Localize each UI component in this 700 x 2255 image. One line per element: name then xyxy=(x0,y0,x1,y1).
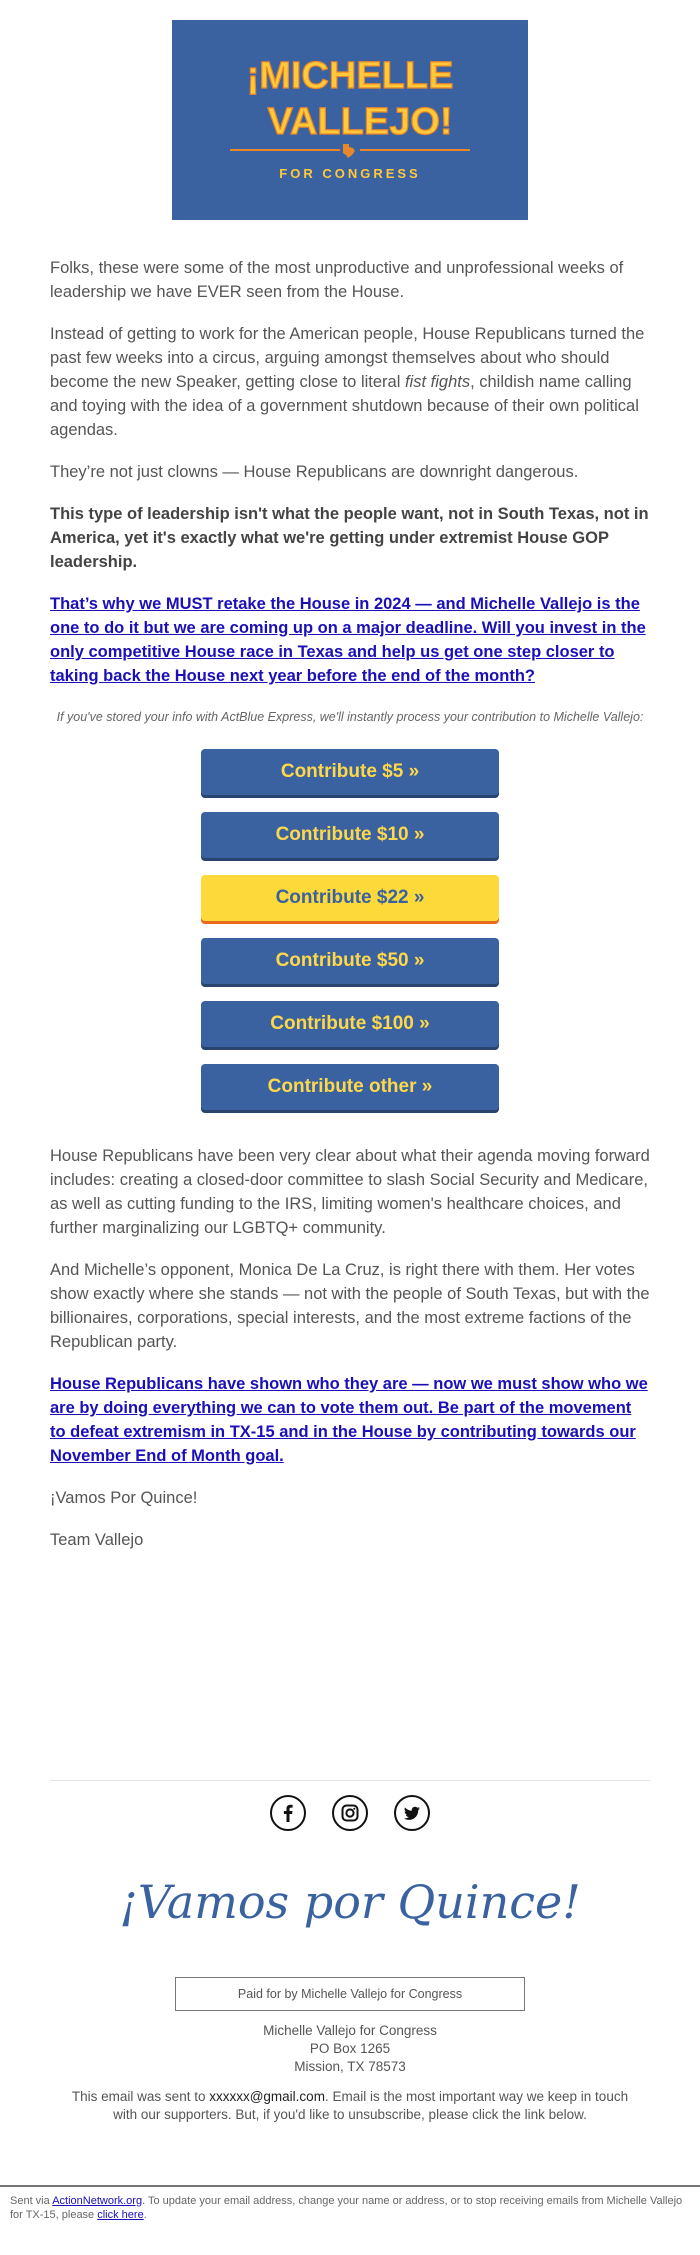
footer-divider xyxy=(50,1780,650,1781)
campaign-logo[interactable] xyxy=(172,20,528,220)
paragraph-circus-part1: Instead of getting to work for the American people, House Republicans turned the past few weeks into a circus, arguing amongst themselves about who should become the new Speaker, getting close to literal xyxy=(50,325,645,391)
contribute-other-button[interactable]: Contribute other » xyxy=(201,1064,499,1110)
bottom-divider xyxy=(0,2185,700,2187)
footer-middle: . To update your email address, change your name or address, or to stop receiving emails from Michelle Vallejo for TX-15, please xyxy=(10,2195,683,2221)
mailing-address xyxy=(0,2022,700,2076)
logo-line2: VALLEJO! xyxy=(267,101,453,143)
slogan-graphic xyxy=(119,1862,581,1942)
social-links xyxy=(0,1795,700,1835)
paragraph-agenda: House Republicans have been very clear about what their agenda moving forward includes: creating a closed-door committee to slash Social Security and Medicare, as well as cutting funding to the IRS, limiting women's healthcare choices, and further marginalizing our LGBTQ+ community. xyxy=(50,1147,650,1237)
sent-to-suffix: . Email is the most important way we keep in touch with our supporters. But, if you'd like to unsubscribe, please click the link below. xyxy=(113,2089,629,2122)
paid-for-disclaimer: Paid for by Michelle Vallejo for Congress xyxy=(175,1977,525,2011)
actionnetwork-link[interactable]: ActionNetwork.org xyxy=(52,2195,143,2207)
contribution-buttons xyxy=(50,749,650,1110)
cta-paragraph-1 xyxy=(50,592,650,688)
email-body xyxy=(50,256,650,1570)
cta-link-vote-out[interactable]: House Republicans have shown who they are — now we must show who we are by doing everything we can to vote them out. Be part of the movement to defeat extremism in TX-15 and in the House by contributing towards our November End of Month goal. xyxy=(50,1375,648,1465)
contribute-22-button[interactable]: Contribute $22 » xyxy=(201,875,499,921)
contribute-5-button[interactable]: Contribute $5 » xyxy=(201,749,499,795)
paragraph-circus xyxy=(50,322,650,442)
footer-suffix: . xyxy=(143,2209,147,2221)
cta-paragraph-2 xyxy=(50,1372,650,1468)
paragraph-dangerous: They’re not just clowns — House Republicans are downright dangerous. xyxy=(50,463,579,481)
actionnetwork-footer xyxy=(10,2194,690,2222)
paragraph-circus-part2: , childish name calling and toying with the idea of a government shutdown because of their own political agendas. xyxy=(50,373,639,439)
address-org: Michelle Vallejo for Congress xyxy=(263,2023,437,2038)
cta-link-retake-house[interactable]: That’s why we MUST retake the House in 2024 — and Michelle Vallejo is the one to do it but we are coming up on a major deadline. Will you invest in the only competitive House race in Texas and help us get one step closer to taking back the House next year before the end of the month? xyxy=(50,595,646,685)
address-po-box: PO Box 1265 xyxy=(309,2041,391,2056)
closing-line: ¡Vamos Por Quince! xyxy=(50,1489,198,1507)
slogan-text: ¡Vamos por Quince! xyxy=(119,1875,581,1929)
actblue-note: If you've stored your info with ActBlue Express, we'll instantly process your contribution to Michelle Vallejo: xyxy=(56,710,644,724)
contribute-50-button[interactable]: Contribute $50 » xyxy=(201,938,499,984)
signature: Team Vallejo xyxy=(50,1531,144,1549)
footer-prefix: Sent via xyxy=(10,2195,53,2207)
recipient-email: xxxxxx@gmail.com xyxy=(209,2089,325,2104)
logo-line1: ¡MICHELLE xyxy=(246,55,454,97)
paragraph-leadership: This type of leadership isn't what the people want, not in South Texas, not in America, yet it's exactly what we're getting under extremist House GOP leadership. xyxy=(50,505,649,571)
sent-to-notice xyxy=(60,2088,640,2124)
facebook-icon[interactable] xyxy=(270,1795,306,1831)
logo-subtitle: FOR CONGRESS xyxy=(279,166,421,181)
paragraph-opponent: And Michelle’s opponent, Monica De La Cruz, is right there with them. Her votes show exactly where she stands — not with the people of South Texas, but with the billionaires, corporations, special interests, and the most extreme factions of the Republican party. xyxy=(50,1261,650,1351)
sent-to-prefix: This email was sent to xyxy=(71,2089,210,2104)
contribute-100-button[interactable]: Contribute $100 » xyxy=(201,1001,499,1047)
unsubscribe-link[interactable]: click here xyxy=(97,2209,144,2221)
address-city: Mission, TX 78573 xyxy=(294,2059,406,2074)
contribute-10-button[interactable]: Contribute $10 » xyxy=(201,812,499,858)
instagram-icon[interactable] xyxy=(332,1795,368,1831)
paragraph-circus-emphasis: fist fights xyxy=(404,373,471,391)
logo-graphic xyxy=(172,20,528,220)
paragraph-intro: Folks, these were some of the most unproductive and unprofessional weeks of leadership we have EVER seen from the House. xyxy=(50,259,624,301)
twitter-icon[interactable] xyxy=(394,1795,430,1831)
